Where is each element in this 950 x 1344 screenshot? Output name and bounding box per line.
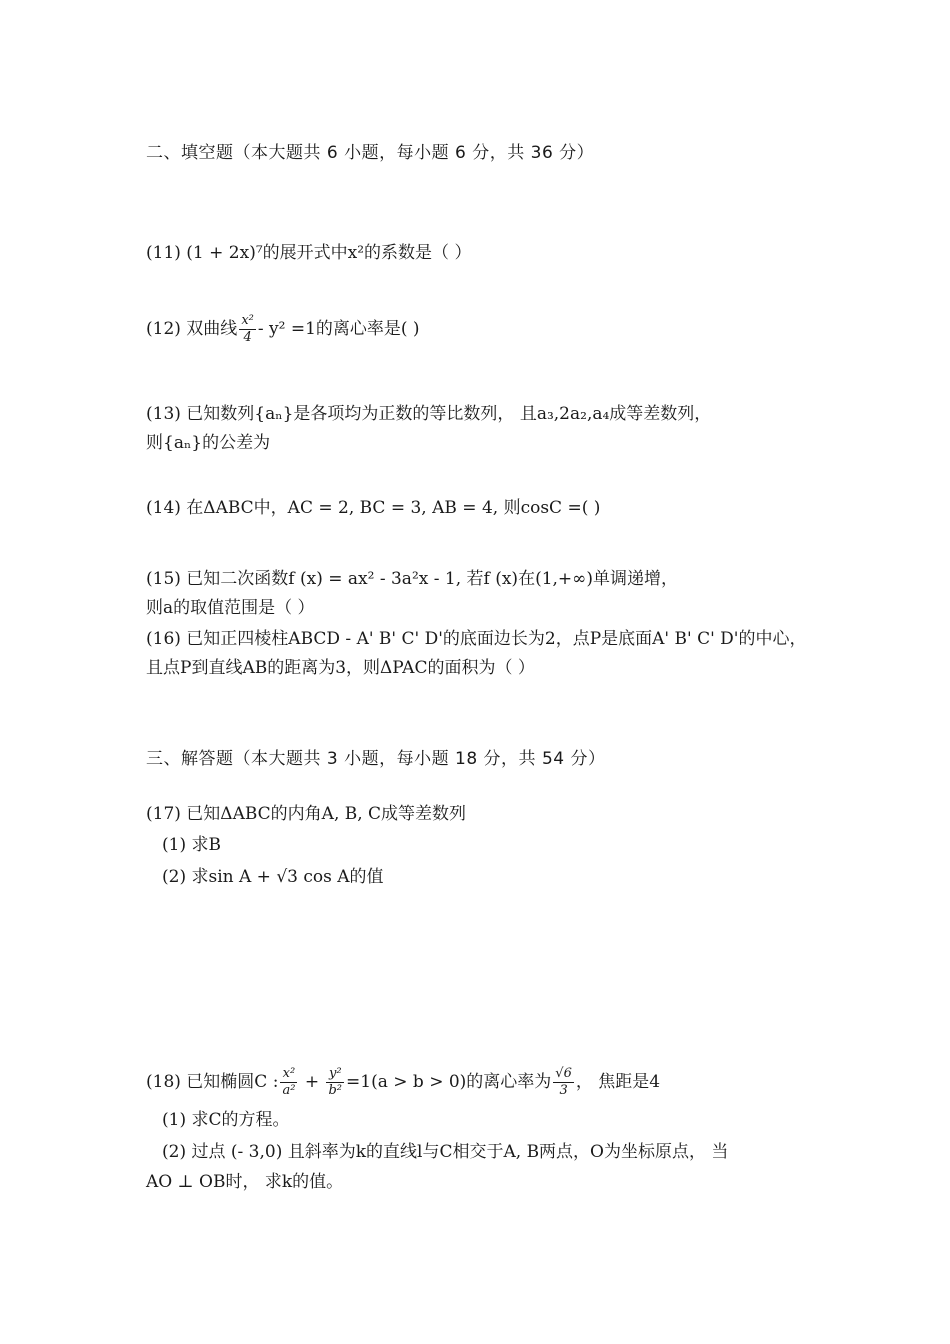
question-18-fraction-1 (280, 1066, 297, 1099)
question-15-line-1: (15) 已知二次函数f (x) = ax² - 3a²x - 1, 若f (x)在(1,+∞)单调递增， (146, 569, 678, 589)
section-3-heading: 三、解答题（本大题共 3 小题，每小题 18 分，共 54 分） (146, 749, 606, 769)
question-18-fraction-2 (326, 1066, 344, 1099)
fraction-numerator: x² (282, 1066, 296, 1081)
section-2-heading: 二、填空题（本大题共 6 小题，每小题 6 分，共 36 分） (146, 143, 595, 163)
question-14: (14) 在ΔABC中，AC = 2, BC = 3, AB = 4, 则cosC =( ) (146, 498, 601, 518)
question-15-line-2: 则a的取值范围是（ ） (146, 598, 315, 618)
question-18-part-2-line-1: (2) 过点 (- 3,0) 且斜率为k的直线l与C相交于A, B两点，O为坐标原点， 当 (162, 1142, 729, 1162)
question-18-prefix: (18) 已知椭圆C : (146, 1072, 279, 1092)
fraction-numerator: y² (328, 1066, 342, 1081)
question-17-part-1: (1) 求B (162, 835, 221, 855)
question-12-prefix: (12) 双曲线 (146, 319, 238, 339)
question-12 (146, 313, 420, 346)
fraction-denominator: a² (282, 1083, 296, 1098)
question-13-line-1: (13) 已知数列{aₙ}是各项均为正数的等比数列， 且a₃,2a₂,a₄成等差数列， (146, 404, 712, 424)
fraction-denominator: 4 (239, 329, 256, 346)
question-18-part-2-line-2: AO ⊥ OB时， 求k的值。 (146, 1172, 344, 1192)
question-12-suffix: - y² =1的离心率是( ) (257, 319, 420, 339)
question-18-suffix: ， 焦距是4 (575, 1072, 661, 1092)
fraction-denominator: b² (328, 1083, 343, 1098)
fraction-numerator: √6 (555, 1066, 572, 1081)
question-11: (11) (1 + 2x)⁷的展开式中x²的系数是（ ） (146, 243, 472, 263)
question-16-line-2: 且点P到直线AB的距离为3，则ΔPAC的面积为（ ） (146, 658, 535, 678)
plus-sign: + (299, 1072, 325, 1092)
question-18-fraction-3 (553, 1066, 574, 1099)
question-12-fraction (239, 313, 256, 346)
question-13-line-2: 则{aₙ}的公差为 (146, 433, 271, 453)
question-18-middle: =1(a > b > 0)的离心率为 (346, 1072, 552, 1092)
question-18-line-1 (146, 1066, 660, 1099)
question-17-line-1: (17) 已知ΔABC的内角A, B, C成等差数列 (146, 804, 467, 824)
question-17-part-2: (2) 求sin A + √3 cos A的值 (162, 867, 384, 887)
fraction-numerator: x² (241, 313, 254, 328)
question-18-part-1: (1) 求C的方程。 (162, 1110, 290, 1130)
fraction-denominator: 3 (553, 1082, 574, 1099)
question-16-line-1: (16) 已知正四棱柱ABCD - A' B' C' D'的底面边长为2，点P是底面A' B' C' D'的中心， (146, 629, 807, 649)
